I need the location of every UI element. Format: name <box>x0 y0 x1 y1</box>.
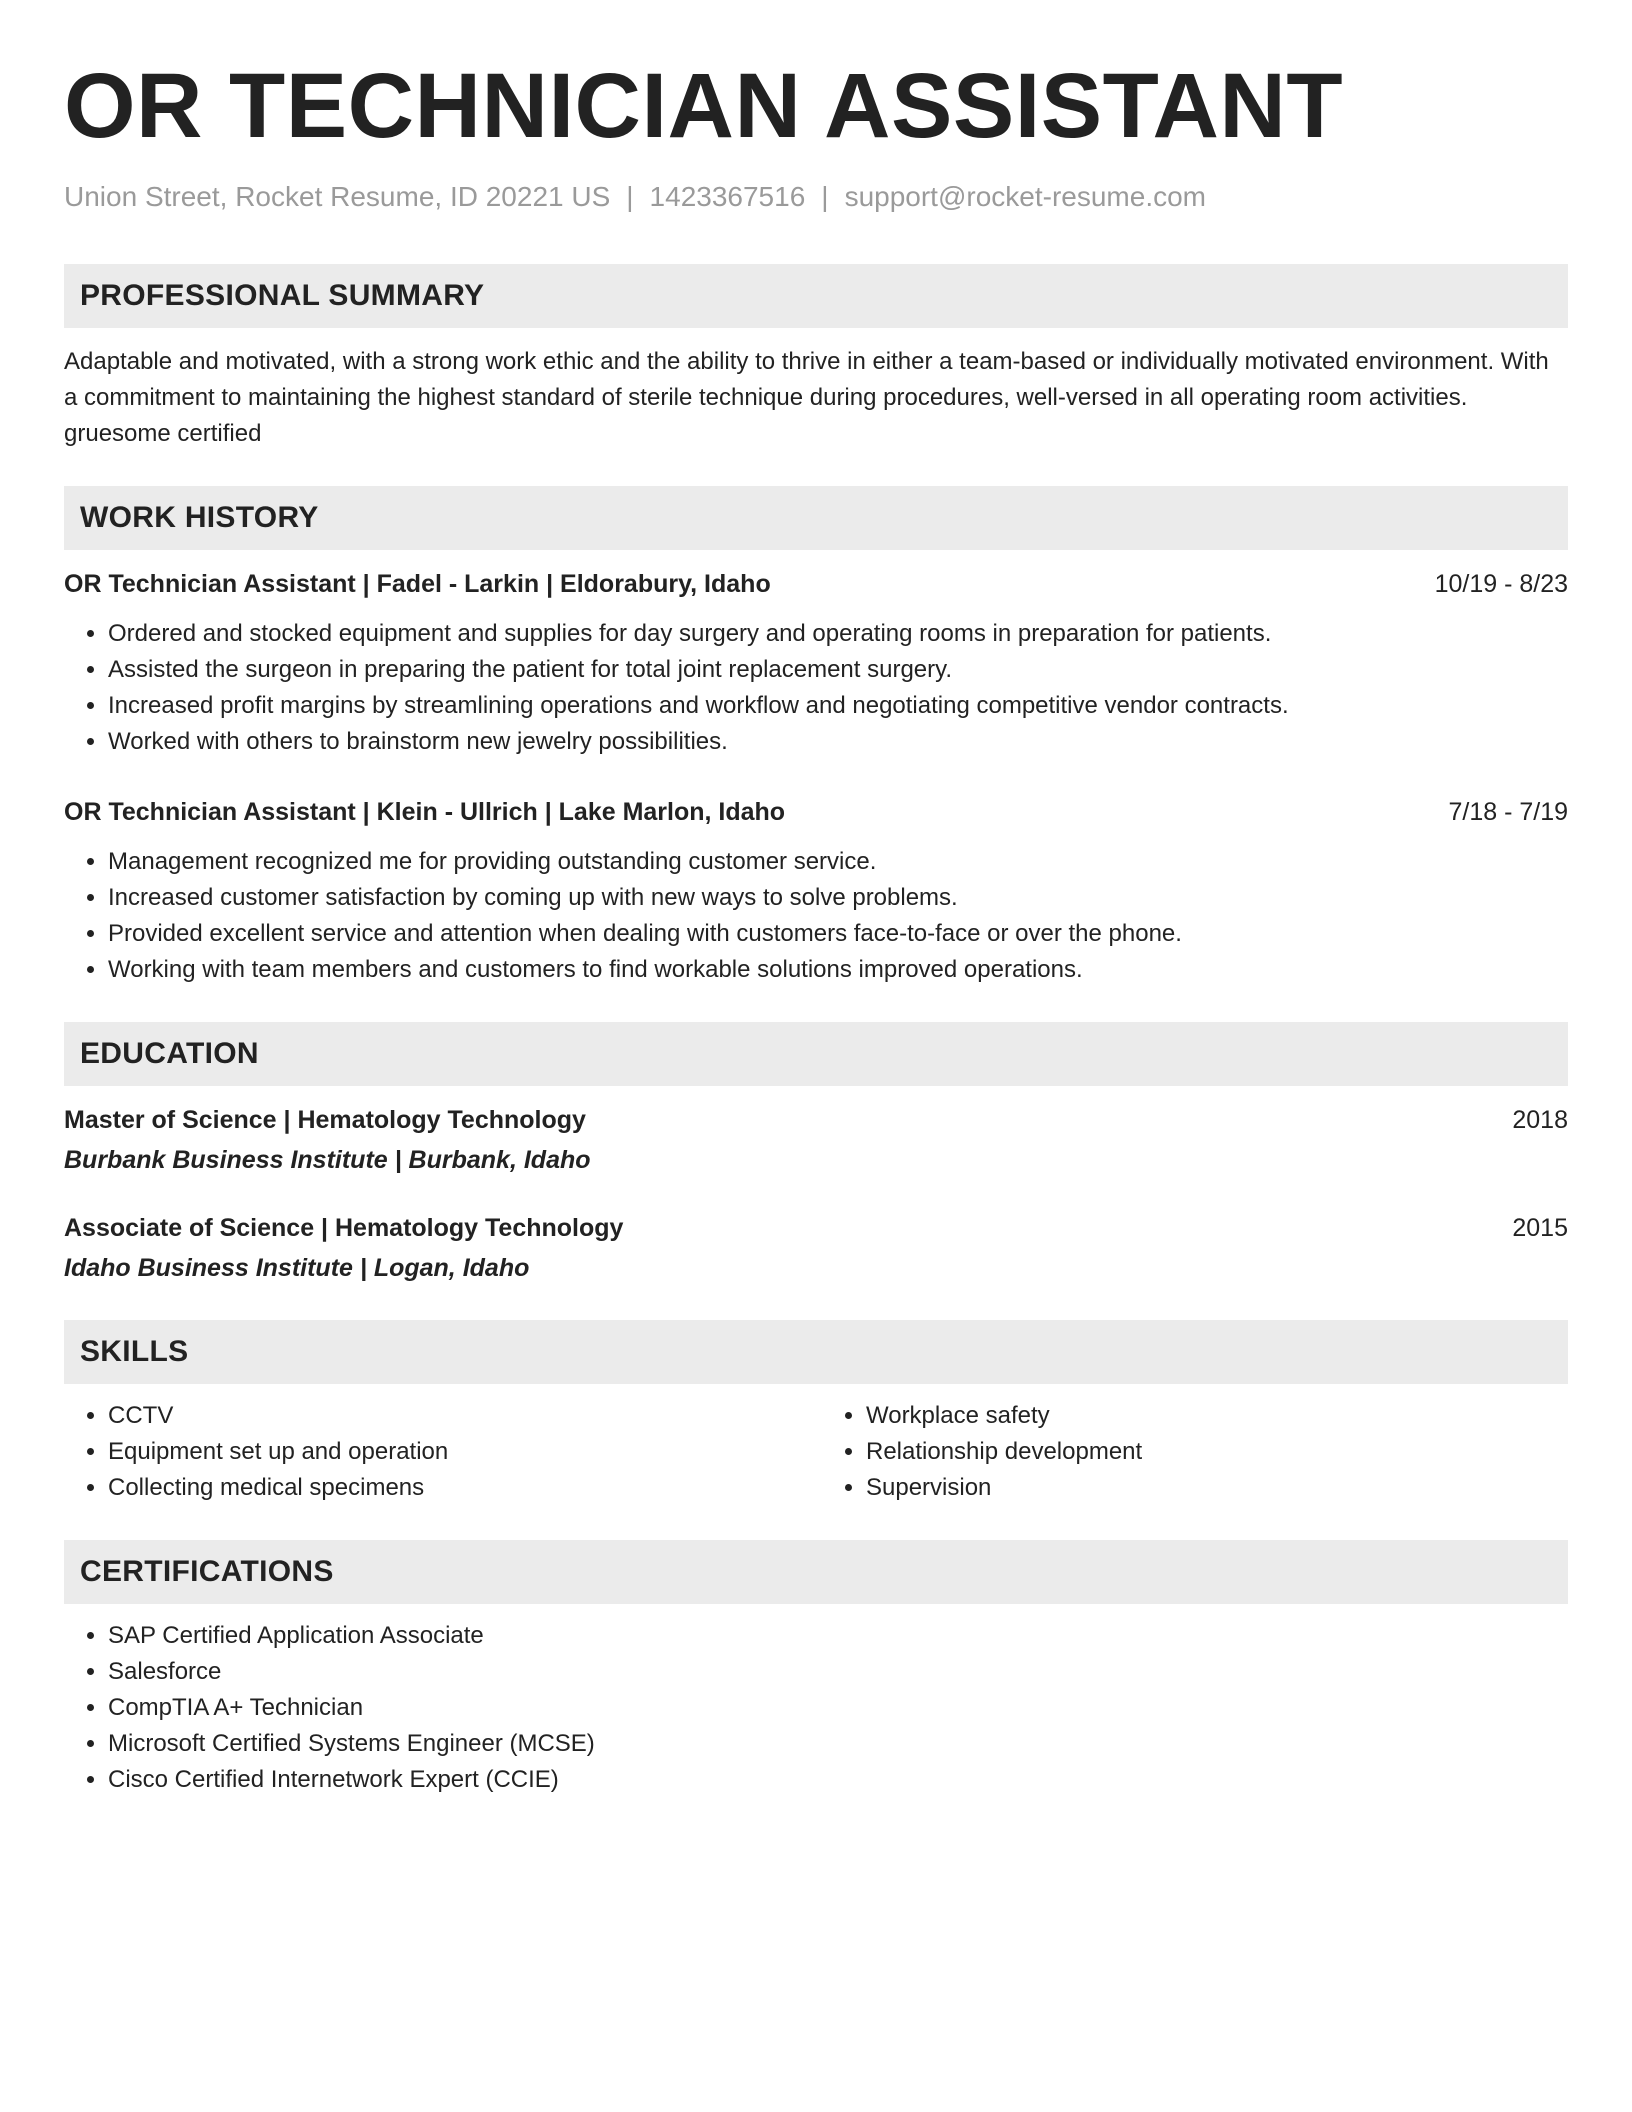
section-header-skills: SKILLS <box>64 1320 1568 1384</box>
skills-column-right <box>810 1398 1568 1506</box>
certifications-list <box>64 1618 1568 1798</box>
contact-separator: | <box>821 181 829 212</box>
contact-separator: | <box>626 181 634 212</box>
list-item: • Provided excellent service and attention when dealing with customers face-to-face or over the phone. <box>108 916 1568 952</box>
education-year: 2015 <box>1512 1213 1568 1242</box>
list-item: • Management recognized me for providing outstanding customer service. <box>108 844 1568 880</box>
education-section <box>64 1022 1568 1286</box>
certifications-section <box>64 1540 1568 1798</box>
job-title: OR Technician Assistant | Fadel - Larkin | Eldorabury, Idaho <box>64 569 771 598</box>
contact-address: Union Street, Rocket Resume, ID 20221 US <box>64 181 611 212</box>
list-item: • Increased profit margins by streamlining operations and workflow and negotiating competitive vendor contracts. <box>108 688 1568 724</box>
education-entry <box>64 1102 1568 1178</box>
section-header-education: EDUCATION <box>64 1022 1568 1086</box>
skill-item: • Equipment set up and operation <box>108 1434 810 1470</box>
job-dates: 7/18 - 7/19 <box>1448 797 1568 826</box>
job-entry <box>64 794 1568 988</box>
education-degree: Associate of Science | Hematology Technology <box>64 1213 624 1242</box>
list-item: • Ordered and stocked equipment and supplies for day surgery and operating rooms in preparation for patients. <box>108 616 1568 652</box>
contact-email: support@rocket-resume.com <box>844 181 1206 212</box>
skills-grid <box>64 1398 1568 1506</box>
summary-text: Adaptable and motivated, with a strong work ethic and the ability to thrive in either a team-based or individually motivated environment. With a commitment to maintaining the highest standard of sterile technique during procedures, well-versed in all operating room activities. gruesome certified <box>64 347 1549 447</box>
education-year: 2018 <box>1512 1105 1568 1134</box>
candidate-name: OR TECHNICIAN ASSISTANT <box>64 55 1344 157</box>
job-bullets <box>64 844 1568 988</box>
job-entry <box>64 566 1568 760</box>
job-bullets <box>64 616 1568 760</box>
certification-item: • CompTIA A+ Technician <box>108 1690 1568 1726</box>
job-dates: 10/19 - 8/23 <box>1434 569 1568 598</box>
list-item: • Increased customer satisfaction by coming up with new ways to solve problems. <box>108 880 1568 916</box>
education-header <box>64 1102 1568 1138</box>
certification-item: • Salesforce <box>108 1654 1568 1690</box>
skill-item: • Collecting medical specimens <box>108 1470 810 1506</box>
certification-item: • SAP Certified Application Associate <box>108 1618 1568 1654</box>
education-degree: Master of Science | Hematology Technology <box>64 1105 586 1134</box>
list-item: • Working with team members and customers to find workable solutions improved operations. <box>108 952 1568 988</box>
contact-phone: 1423367516 <box>649 181 806 212</box>
skill-item: • CCTV <box>108 1398 810 1434</box>
list-item: • Assisted the surgeon in preparing the patient for total joint replacement surgery. <box>108 652 1568 688</box>
job-header <box>64 566 1568 602</box>
education-school: Burbank Business Institute | Burbank, Idaho <box>64 1145 591 1174</box>
skill-item: • Workplace safety <box>866 1398 1568 1434</box>
skills-section <box>64 1320 1568 1506</box>
education-school: Idaho Business Institute | Logan, Idaho <box>64 1253 530 1282</box>
job-header <box>64 794 1568 830</box>
list-item: • Worked with others to brainstorm new jewelry possibilities. <box>108 724 1568 760</box>
work-history-section <box>64 486 1568 988</box>
section-header-work-history: WORK HISTORY <box>64 486 1568 550</box>
certification-item: • Cisco Certified Internetwork Expert (CCIE) <box>108 1762 1568 1798</box>
education-header <box>64 1210 1568 1246</box>
job-title: OR Technician Assistant | Klein - Ullrich | Lake Marlon, Idaho <box>64 797 786 826</box>
skill-item: • Relationship development <box>866 1434 1568 1470</box>
education-entry <box>64 1210 1568 1286</box>
contact-line <box>64 180 1568 214</box>
skill-item: • Supervision <box>866 1470 1568 1506</box>
certification-item: • Microsoft Certified Systems Engineer (MCSE) <box>108 1726 1568 1762</box>
section-header-certifications: CERTIFICATIONS <box>64 1540 1568 1604</box>
section-header-summary: PROFESSIONAL SUMMARY <box>64 264 1568 328</box>
skills-column-left <box>64 1398 810 1506</box>
